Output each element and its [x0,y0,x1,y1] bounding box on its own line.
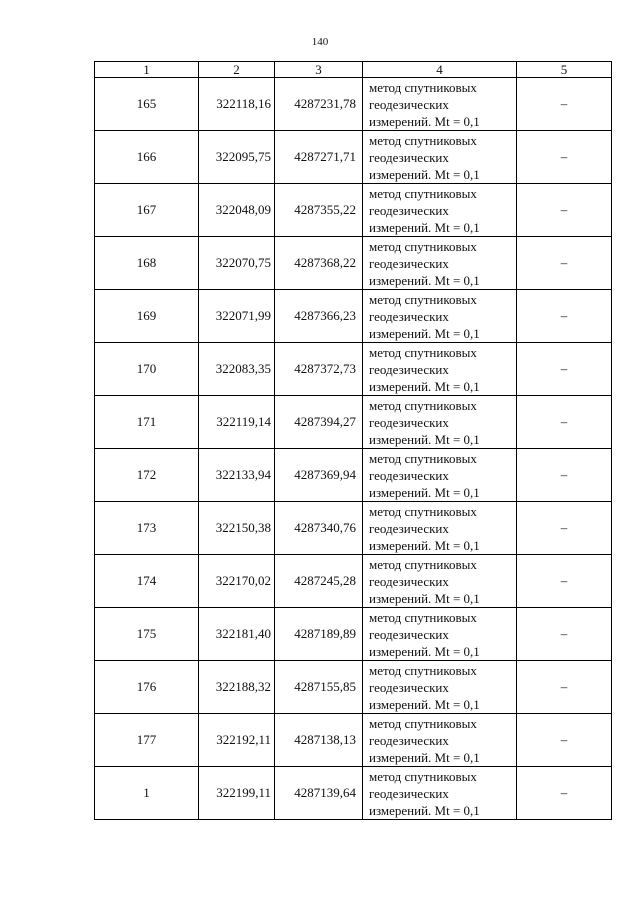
method-line: измерений. Mt = 0,1 [369,643,480,659]
method-line: измерений. Mt = 0,1 [369,113,480,129]
table-row [95,184,612,237]
header-cell: 5 [517,62,612,78]
method-line: метод спутниковых [369,185,477,201]
method-line: метод спутниковых [369,556,477,572]
y-coordinate-cell: 4287139,64 [275,767,363,820]
method-cell [363,449,517,502]
x-coordinate-cell: 322188,32 [199,661,275,714]
table-row [95,661,612,714]
note-cell: – [517,78,612,131]
table-row [95,343,612,396]
note-cell: – [517,290,612,343]
method-line: геодезических [369,679,449,695]
method-line: метод спутниковых [369,132,477,148]
note-cell: – [517,767,612,820]
point-number-cell: 1 [95,767,199,820]
x-coordinate-cell: 322199,11 [199,767,275,820]
method-line: геодезических [369,255,449,271]
x-coordinate-cell: 322095,75 [199,131,275,184]
y-coordinate-cell: 4287231,78 [275,78,363,131]
header-cell: 4 [363,62,517,78]
point-number-cell: 172 [95,449,199,502]
table-header-row [95,62,612,78]
method-line: геодезических [369,149,449,165]
table-row [95,131,612,184]
table-row [95,714,612,767]
x-coordinate-cell: 322118,16 [199,78,275,131]
x-coordinate-cell: 322083,35 [199,343,275,396]
method-line: геодезических [369,202,449,218]
table-row [95,396,612,449]
note-cell: – [517,131,612,184]
table-row [95,502,612,555]
method-line: измерений. Mt = 0,1 [369,537,480,553]
point-number-cell: 169 [95,290,199,343]
note-cell: – [517,502,612,555]
table-row [95,290,612,343]
method-cell [363,290,517,343]
method-cell [363,343,517,396]
method-line: измерений. Mt = 0,1 [369,749,480,765]
y-coordinate-cell: 4287138,13 [275,714,363,767]
method-line: измерений. Mt = 0,1 [369,219,480,235]
method-line: метод спутниковых [369,662,477,678]
method-line: геодезических [369,626,449,642]
method-line: метод спутниковых [369,344,477,360]
header-cell: 1 [95,62,199,78]
coordinates-table [94,61,612,820]
method-line: измерений. Mt = 0,1 [369,272,480,288]
table-row [95,555,612,608]
y-coordinate-cell: 4287271,71 [275,131,363,184]
note-cell: – [517,343,612,396]
method-cell [363,767,517,820]
method-line: геодезических [369,361,449,377]
note-cell: – [517,661,612,714]
table-row [95,237,612,290]
point-number-cell: 168 [95,237,199,290]
point-number-cell: 171 [95,396,199,449]
method-line: геодезических [369,96,449,112]
point-number-cell: 173 [95,502,199,555]
method-line: измерений. Mt = 0,1 [369,484,480,500]
point-number-cell: 170 [95,343,199,396]
method-cell [363,396,517,449]
method-line: геодезических [369,520,449,536]
method-line: метод спутниковых [369,609,477,625]
method-cell [363,555,517,608]
y-coordinate-cell: 4287155,85 [275,661,363,714]
method-line: метод спутниковых [369,768,477,784]
method-cell [363,608,517,661]
table-row [95,449,612,502]
method-cell [363,131,517,184]
x-coordinate-cell: 322133,94 [199,449,275,502]
y-coordinate-cell: 4287340,76 [275,502,363,555]
y-coordinate-cell: 4287366,23 [275,290,363,343]
point-number-cell: 174 [95,555,199,608]
method-line: геодезических [369,414,449,430]
method-line: геодезических [369,573,449,589]
note-cell: – [517,396,612,449]
x-coordinate-cell: 322048,09 [199,184,275,237]
note-cell: – [517,555,612,608]
method-line: геодезических [369,732,449,748]
header-cell: 2 [199,62,275,78]
method-line: метод спутниковых [369,238,477,254]
method-cell [363,714,517,767]
page-number: 140 [311,36,329,48]
point-number-cell: 165 [95,78,199,131]
y-coordinate-cell: 4287372,73 [275,343,363,396]
method-line: метод спутниковых [369,79,477,95]
note-cell: – [517,449,612,502]
x-coordinate-cell: 322192,11 [199,714,275,767]
method-line: метод спутниковых [369,715,477,731]
x-coordinate-cell: 322150,38 [199,502,275,555]
x-coordinate-cell: 322119,14 [199,396,275,449]
method-line: геодезических [369,785,449,801]
point-number-cell: 167 [95,184,199,237]
y-coordinate-cell: 4287368,22 [275,237,363,290]
table-row [95,78,612,131]
note-cell: – [517,608,612,661]
note-cell: – [517,184,612,237]
method-line: метод спутниковых [369,291,477,307]
method-cell [363,502,517,555]
method-line: метод спутниковых [369,450,477,466]
x-coordinate-cell: 322071,99 [199,290,275,343]
method-line: геодезических [369,467,449,483]
table-body [95,62,612,820]
header-cell: 3 [275,62,363,78]
table-row [95,608,612,661]
x-coordinate-cell: 322070,75 [199,237,275,290]
method-cell [363,661,517,714]
point-number-cell: 177 [95,714,199,767]
point-number-cell: 176 [95,661,199,714]
method-line: геодезических [369,308,449,324]
y-coordinate-cell: 4287245,28 [275,555,363,608]
note-cell: – [517,714,612,767]
x-coordinate-cell: 322181,40 [199,608,275,661]
method-line: измерений. Mt = 0,1 [369,431,480,447]
point-number-cell: 166 [95,131,199,184]
method-cell [363,78,517,131]
y-coordinate-cell: 4287189,89 [275,608,363,661]
y-coordinate-cell: 4287394,27 [275,396,363,449]
table-row [95,767,612,820]
method-line: измерений. Mt = 0,1 [369,378,480,394]
y-coordinate-cell: 4287355,22 [275,184,363,237]
point-number-cell: 175 [95,608,199,661]
method-line: измерений. Mt = 0,1 [369,590,480,606]
y-coordinate-cell: 4287369,94 [275,449,363,502]
x-coordinate-cell: 322170,02 [199,555,275,608]
method-cell [363,184,517,237]
method-line: измерений. Mt = 0,1 [369,802,480,818]
method-line: метод спутниковых [369,503,477,519]
note-cell: – [517,237,612,290]
method-line: измерений. Mt = 0,1 [369,166,480,182]
method-line: метод спутниковых [369,397,477,413]
method-cell [363,237,517,290]
method-line: измерений. Mt = 0,1 [369,696,480,712]
method-line: измерений. Mt = 0,1 [369,325,480,341]
